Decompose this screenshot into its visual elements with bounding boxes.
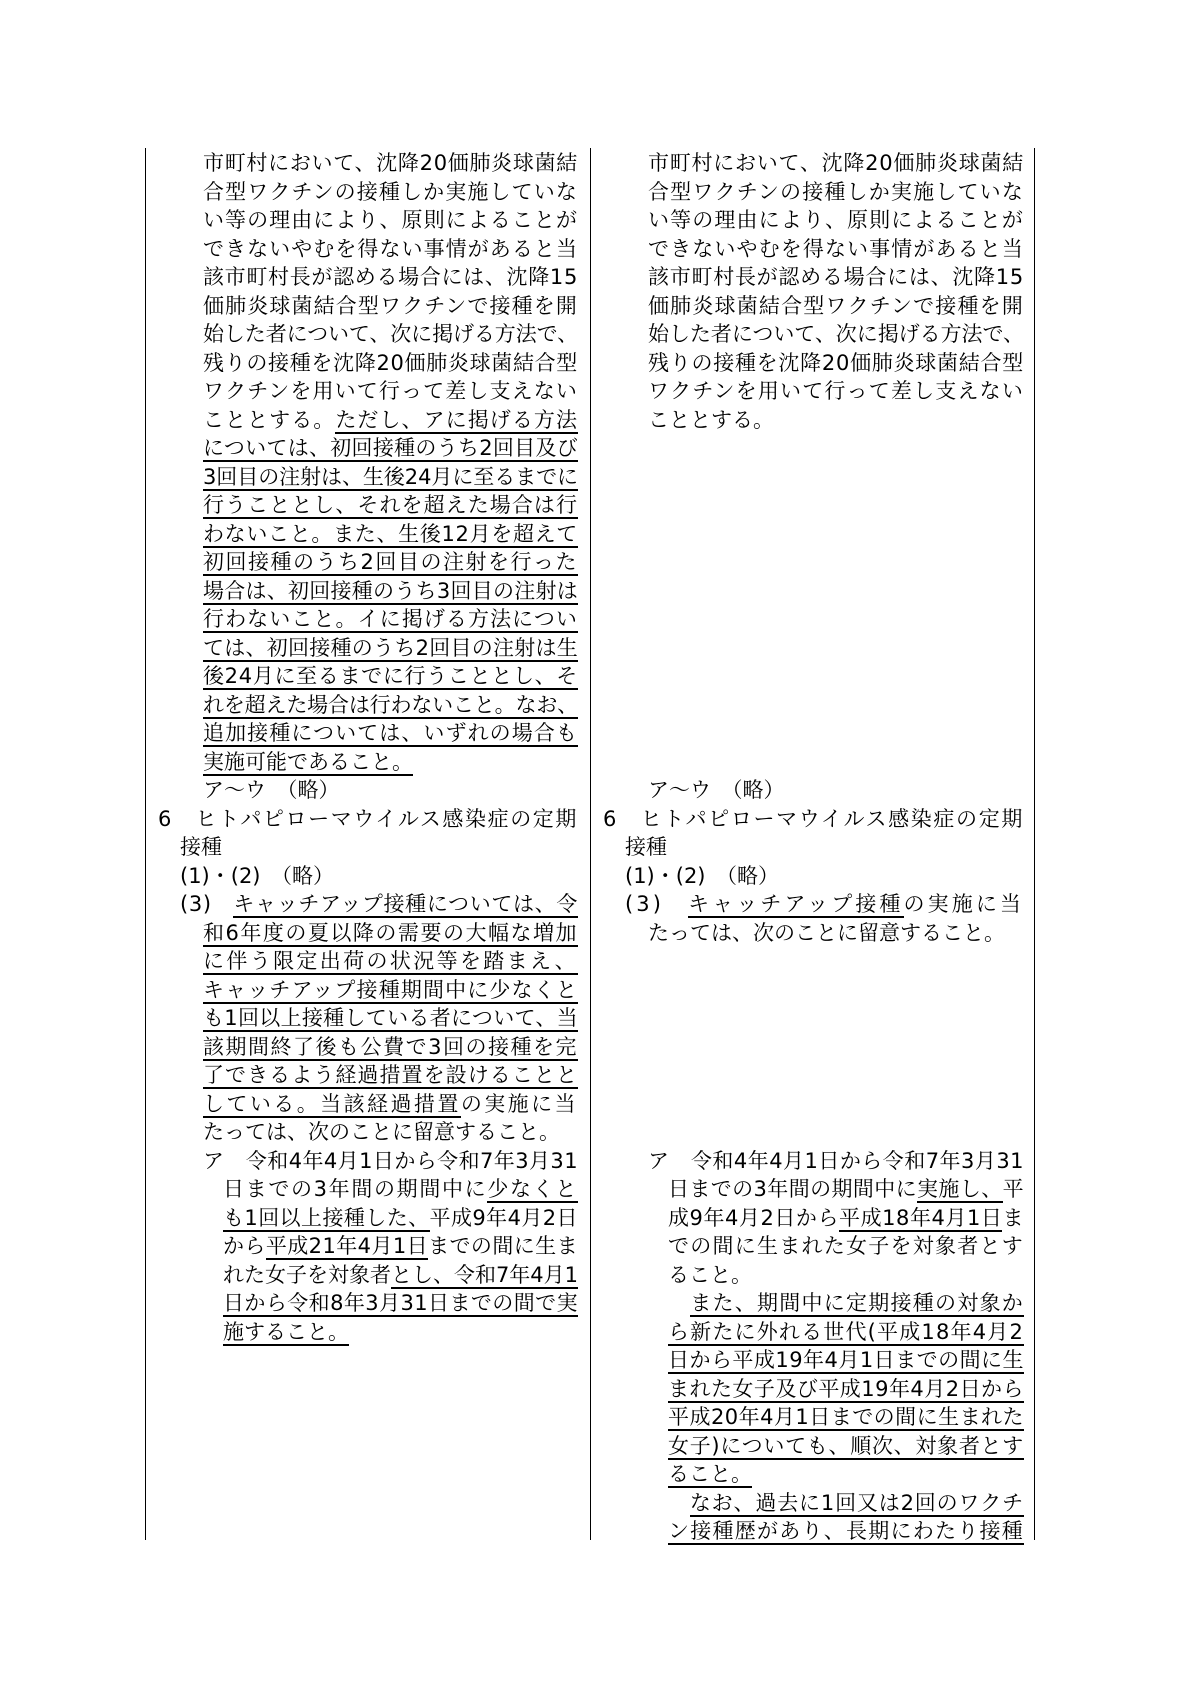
text-segment: こととする。 (203, 407, 336, 432)
underlined-amendment: 初回接種のうち2回目の注射を行った (203, 550, 578, 574)
text-segment: 合型ワクチンの接種しか実施していな (203, 179, 578, 204)
text-line (223, 1290, 578, 1316)
text-line (668, 1176, 1024, 1202)
text-line (203, 749, 413, 775)
text-line (648, 321, 1024, 347)
underlined-amendment: キャッチアップ接種については、令 (233, 892, 578, 916)
underlined-amendment: 少なくと (487, 1177, 578, 1201)
right-border (1034, 148, 1035, 1540)
text-line (203, 179, 578, 205)
underlined-amendment: 了できるよう経過措置を設けることと (203, 1063, 578, 1087)
text-segment: までの間に生ま (428, 1234, 578, 1258)
text-line (203, 293, 578, 319)
text-line (648, 150, 1024, 176)
underlined-amendment: 平成18年4月1日 (839, 1205, 1003, 1230)
text-line (203, 378, 578, 404)
text-segment: こととする。 (648, 407, 774, 432)
text-line (203, 464, 578, 490)
underlined-amendment: ては、初回接種のうち2回目の注射は生 (203, 635, 578, 660)
text-segment: たっては、次のことに留意すること。 (203, 1120, 560, 1144)
text-segment: 日までの3年間の期間中に (223, 1177, 488, 1201)
underlined-amendment: に伴う限定出荷の状況等を踏まえ、 (203, 949, 578, 973)
text-line (648, 1148, 1024, 1174)
underlined-amendment: については、初回接種のうち2回目及び (203, 436, 578, 460)
text-line (180, 891, 578, 917)
text-segment: い等の理由により、原則によることが (648, 208, 1024, 232)
text-segment: 市町村において、沈降20価肺炎球菌結 (648, 151, 1024, 175)
text-line (180, 863, 334, 889)
text-line (668, 1262, 752, 1288)
text-line (668, 1518, 1024, 1544)
text-line (668, 1404, 1024, 1430)
text-segment: 日までの3年間の期間中に (668, 1177, 918, 1201)
text-line (203, 1148, 578, 1174)
text-line (203, 977, 578, 1003)
text-line (203, 1034, 578, 1060)
underlined-amendment: 日から令和8年3月31日までの間で実 (223, 1291, 578, 1315)
column-divider (590, 148, 591, 1540)
text-line (648, 179, 1024, 205)
text-line (668, 1376, 1024, 1402)
text-line (625, 891, 1024, 917)
text-segment: での間に生まれた女子を対象者とす (668, 1234, 1024, 1258)
text-line (648, 207, 1024, 233)
text-line (648, 236, 1024, 262)
text-segment: できないやむを得ない事情があると当 (648, 236, 1024, 261)
text-line (203, 777, 340, 803)
underlined-amendment: 3回目の注射は、生後24月に至るまでに (203, 464, 578, 489)
underlined-amendment: も1回以上接種している者について、当 (203, 1006, 578, 1030)
text-line (203, 549, 578, 575)
text-line (203, 521, 578, 547)
underlined-amendment: 平成21年4月1日 (265, 1234, 429, 1258)
text-line (203, 635, 578, 661)
text-line (223, 1205, 578, 1231)
text-segment: 合型ワクチンの接種しか実施していな (648, 179, 1024, 204)
text-line (203, 606, 578, 632)
underlined-amendment: 平成20年4月1日までの間に生まれた (668, 1405, 1024, 1429)
text-segment: ア～ウ （略） (203, 778, 340, 802)
underlined-amendment: キャッチアップ接種期間中に少なくと (203, 977, 578, 1002)
underlined-amendment: まれた女子及び平成19年4月2日から (668, 1376, 1024, 1401)
underlined-amendment: 施すること。 (223, 1319, 349, 1344)
text-segment: ア 令和4年4月1日から令和7年3月31 (203, 1148, 578, 1173)
underlined-amendment: 実施可能であること。 (203, 749, 413, 774)
text-line (668, 1233, 1024, 1259)
text-segment (668, 1291, 690, 1315)
underlined-amendment: れを超えた場合は行わないこと。なお、 (203, 692, 578, 717)
underlined-amendment: 女子)についても、順次、対象者とす (668, 1433, 1024, 1458)
text-line (203, 663, 578, 689)
underlined-amendment: 追加接種については、いずれの場合も (203, 721, 578, 745)
underlined-amendment: 行うこととし、それを超えた場合は行 (203, 493, 578, 517)
text-segment: ワクチンを用いて行って差し支えない (203, 379, 578, 403)
text-segment: 価肺炎球菌結合型ワクチンで接種を開 (203, 293, 578, 318)
text-line (668, 1490, 1024, 1516)
text-line (203, 1062, 578, 1088)
text-segment: 成9年4月2日から (668, 1205, 840, 1230)
text-line (203, 207, 578, 233)
text-segment (668, 1491, 690, 1515)
text-line (648, 777, 785, 803)
text-line (203, 492, 578, 518)
text-segment: ア～ウ （略） (648, 778, 785, 802)
text-segment: (1)・(2) （略） (625, 863, 779, 888)
text-line (223, 1262, 578, 1288)
text-segment: ま (1002, 1205, 1025, 1230)
underlined-amendment: ン接種歴があり、長期にわたり接種 (668, 1519, 1024, 1543)
text-line (648, 920, 1005, 946)
underlined-amendment: また、期間中に定期接種の対象か (690, 1291, 1024, 1315)
text-line (223, 1319, 349, 1345)
text-line (203, 692, 578, 718)
underlined-amendment: している。当該経過措置 (203, 1091, 461, 1116)
underlined-amendment: ら新たに外れる世代(平成18年4月2 (668, 1319, 1024, 1344)
text-line (203, 578, 578, 604)
text-line (648, 407, 774, 433)
underlined-amendment: 行わないこと。イに掲げる方法につい (203, 607, 578, 631)
text-segment: 6 ヒトパピローマウイルス感染症の定期 (603, 806, 1024, 831)
text-line (158, 806, 578, 832)
underlined-amendment: も1回以上接種した、 (223, 1205, 430, 1230)
text-line (668, 1347, 1024, 1373)
text-line (203, 264, 578, 290)
text-line (203, 948, 578, 974)
text-segment: (3) (625, 892, 689, 916)
underlined-amendment: 日から平成19年4月1日までの間に生 (668, 1348, 1024, 1372)
text-segment: 価肺炎球菌結合型ワクチンで接種を開 (648, 293, 1024, 318)
text-line (203, 1005, 578, 1031)
text-segment: から (223, 1234, 266, 1258)
text-line (203, 435, 578, 461)
text-segment: の実施に当 (460, 1091, 578, 1116)
text-segment: の実施に当 (903, 892, 1025, 916)
text-line (668, 1319, 1024, 1345)
text-segment: 6 ヒトパピローマウイルス感染症の定期 (158, 806, 578, 831)
underlined-amendment: 該期間終了後も公費で3回の接種を完 (203, 1034, 578, 1059)
text-segment: 平 (1002, 1177, 1024, 1201)
text-segment: ること。 (668, 1262, 752, 1287)
text-line (668, 1433, 1024, 1459)
text-line (223, 1176, 578, 1202)
text-segment: 該市町村長が認める場合には、沈降15 (648, 265, 1024, 289)
text-segment: (3) (180, 892, 234, 916)
text-line (668, 1461, 752, 1487)
underlined-amendment: 場合は、初回接種のうち3回目の注射は (203, 578, 578, 603)
text-line (203, 920, 578, 946)
text-segment: 平成9年4月2日 (429, 1205, 578, 1230)
text-segment: れた女子を対象者 (223, 1262, 391, 1287)
text-segment: ア 令和4年4月1日から令和7年3月31 (648, 1148, 1024, 1173)
underlined-amendment: とし、令和7年4月1 (390, 1262, 578, 1287)
text-line (648, 378, 1024, 404)
text-line (625, 834, 667, 860)
text-segment: (1)・(2) （略） (180, 863, 334, 888)
underlined-amendment: なお、過去に1回又は2回のワクチ (689, 1490, 1024, 1515)
text-line (203, 720, 578, 746)
text-line (223, 1233, 578, 1259)
text-segment: 市町村において、沈降20価肺炎球菌結 (203, 151, 578, 175)
text-segment: ワクチンを用いて行って差し支えない (648, 379, 1024, 403)
text-segment: 始した者について、次に掲げる方法で、 (203, 322, 578, 346)
text-segment: 接種 (625, 835, 667, 859)
text-line (203, 321, 578, 347)
text-line (603, 806, 1024, 832)
underlined-amendment: 実施し、 (917, 1177, 1003, 1201)
text-line (203, 1091, 578, 1117)
text-line (203, 150, 578, 176)
text-line (648, 264, 1024, 290)
text-segment: 接種 (180, 835, 222, 859)
left-border (145, 148, 146, 1540)
underlined-amendment: ること。 (668, 1462, 752, 1486)
text-segment: できないやむを得ない事情があると当 (203, 236, 578, 261)
text-segment: 残りの接種を沈降20価肺炎球菌結合型 (648, 350, 1024, 375)
text-segment: 残りの接種を沈降20価肺炎球菌結合型 (203, 350, 578, 375)
text-segment: 始した者について、次に掲げる方法で、 (648, 322, 1024, 346)
text-segment: 該市町村長が認める場合には、沈降15 (203, 265, 578, 289)
text-line (203, 407, 578, 433)
text-line (668, 1290, 1024, 1316)
text-segment: い等の理由により、原則によることが (203, 208, 578, 232)
text-line (180, 834, 222, 860)
underlined-amendment: キャッチアップ接種 (688, 892, 904, 916)
text-line (203, 236, 578, 262)
text-line (668, 1205, 1024, 1231)
text-line (203, 350, 578, 376)
underlined-amendment: わないこと。また、生後12月を超えて (203, 521, 578, 546)
text-line (648, 350, 1024, 376)
text-segment: たっては、次のことに留意すること。 (648, 920, 1005, 945)
text-line (648, 293, 1024, 319)
text-line (203, 1119, 560, 1145)
text-line (625, 863, 779, 889)
underlined-amendment: ただし、アに掲げる方法 (335, 407, 579, 432)
underlined-amendment: 和6年度の夏以降の需要の大幅な増加 (203, 920, 578, 945)
underlined-amendment: 後24月に至るまでに行うこととし、そ (203, 664, 578, 688)
